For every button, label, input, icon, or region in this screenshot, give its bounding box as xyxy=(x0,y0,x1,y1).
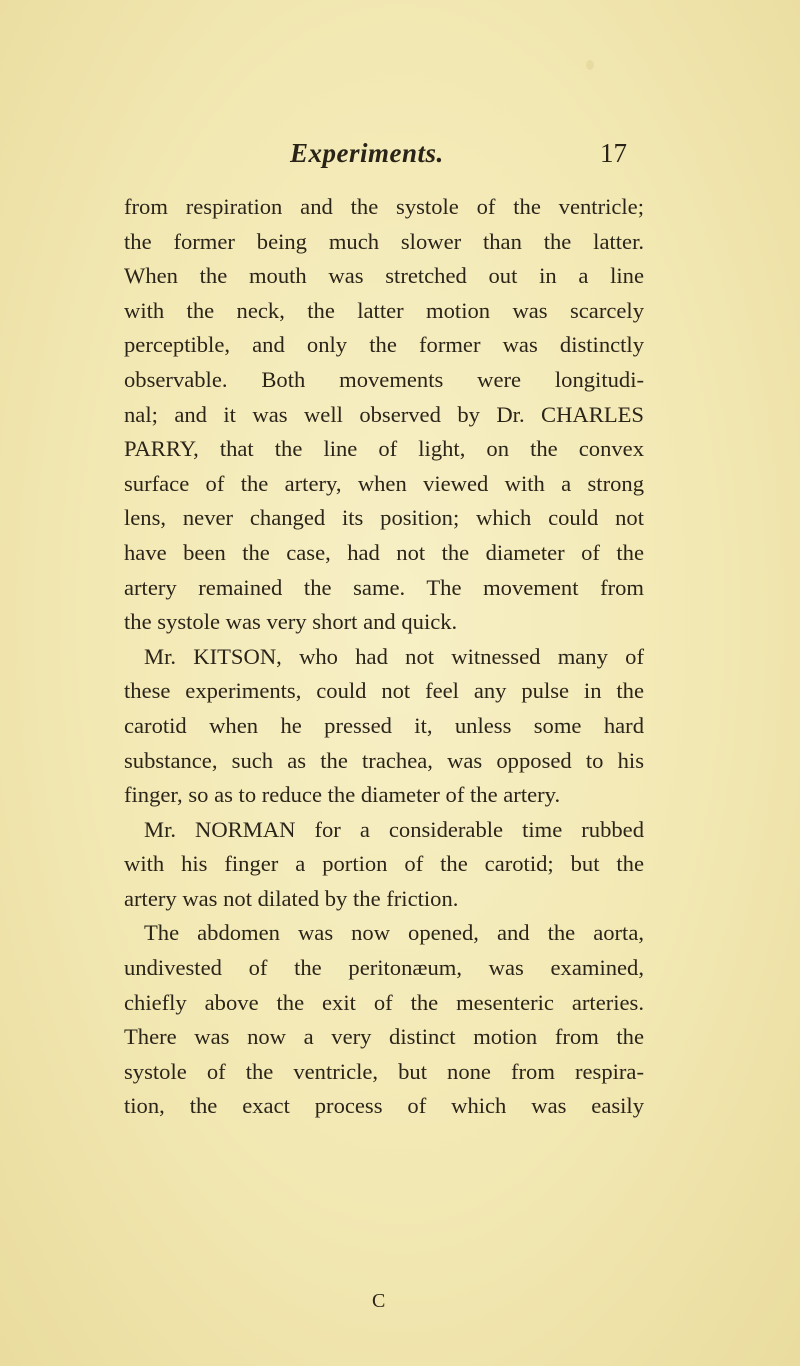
page-number: 17 xyxy=(600,138,627,168)
text-line: the systole was very short and quick. xyxy=(124,609,458,635)
text-line: surface of the artery, when viewed with a strong xyxy=(124,470,644,496)
text-line: Mr. NORMAN for a considerable time rubbed xyxy=(144,816,644,842)
running-head: Experiments. xyxy=(290,138,444,168)
text-line: PARRY, that the line of light, on the convex xyxy=(124,436,644,462)
text-line: with his finger a portion of the carotid; but the xyxy=(124,851,644,877)
page-header xyxy=(0,138,800,178)
text-line: from respiration and the systole of the ventricle; xyxy=(124,194,644,219)
text-line: with the neck, the latter motion was scarcely xyxy=(124,297,644,323)
signature-mark: C xyxy=(372,1290,386,1312)
text-line: perceptible, and only the former was distinctly xyxy=(124,332,644,358)
text-line: finger, so as to reduce the diameter of the artery. xyxy=(124,782,561,808)
text-line: nal; and it was well observed by Dr. CHARLES xyxy=(124,401,644,427)
text-line: When the mouth was stretched out in a line xyxy=(124,263,644,289)
text-line: artery was not dilated by the friction. xyxy=(124,885,459,911)
text-line: the former being much slower than the latter. xyxy=(124,228,644,254)
text-line: have been the case, had not the diameter of the xyxy=(124,539,644,565)
text-line: The abdomen was now opened, and the aorta, xyxy=(144,920,644,946)
body-text xyxy=(124,190,644,1124)
paper-stain xyxy=(586,60,594,70)
text-line: these experiments, could not feel any pulse in the xyxy=(124,678,644,704)
text-line: Mr. KITSON, who had not witnessed many of xyxy=(144,643,644,669)
text-line: lens, never changed its position; which could not xyxy=(124,505,644,531)
text-line: observable. Both movements were longitudi- xyxy=(124,366,644,392)
text-line: tion, the exact process of which was easily xyxy=(124,1093,644,1119)
text-line: systole of the ventricle, but none from respira- xyxy=(124,1058,644,1084)
text-line: undivested of the peritonæum, was examined, xyxy=(124,955,644,981)
text-line: carotid when he pressed it, unless some hard xyxy=(124,712,644,738)
text-line: artery remained the same. The movement from xyxy=(124,574,644,600)
text-line: chiefly above the exit of the mesenteric arteries. xyxy=(124,989,644,1015)
text-line: substance, such as the trachea, was opposed to his xyxy=(124,747,644,773)
text-line: There was now a very distinct motion from the xyxy=(124,1024,644,1050)
